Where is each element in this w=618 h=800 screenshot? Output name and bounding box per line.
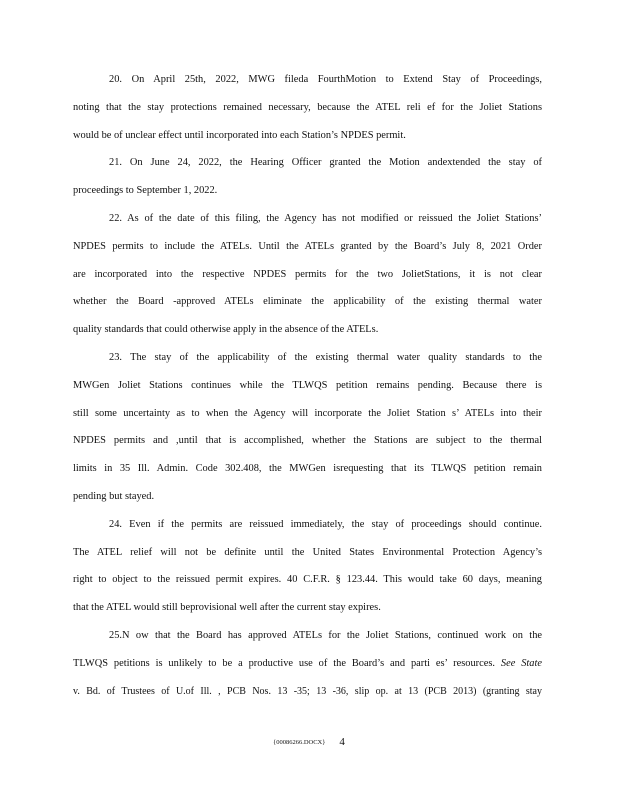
paragraph-23-line-5: limits in 35 Ill. Admin. Code 302.408, the MWGen isrequesting that its TLWQS petition remain xyxy=(73,463,542,475)
paragraph-20-line-2: noting that the stay protections remained necessary, because the ATEL reli ef for the Joliet Stations xyxy=(73,101,542,113)
page-number: 4 xyxy=(339,736,345,749)
page-footer xyxy=(0,733,618,751)
paragraph-24-line-2: The ATEL relief will not be definite until the United States Environmental Protection Agency’s xyxy=(73,546,542,558)
paragraph-21-line-2: proceedings to September 1, 2022. xyxy=(73,185,218,197)
paragraph-22-line-1: 22. As of the date of this filing, the Agency has not modified or reissued the Joliet Stations’ xyxy=(109,212,542,224)
paragraph-24-line-3: right to object to the reissued permit expires. 40 C.F.R. § 123.44. This would take 60 days, meaning xyxy=(73,574,542,586)
paragraph-23-line-6: pending but stayed. xyxy=(73,490,155,502)
see-state-citation: See State xyxy=(500,657,542,669)
paragraph-23-line-2: MWGen Joliet Stations continues while the TLWQS petition remains pending. Because there is xyxy=(73,379,542,391)
paragraph-20-line-3: would be of unclear effect until incorporated into each Station’s NPDES permit. xyxy=(73,129,406,141)
paragraph-24-line-4: that the ATEL would still beprovisional well after the current stay expires. xyxy=(73,602,381,614)
paragraph-21-line-1: 21. On June 24, 2022, the Hearing Officer granted the Motion andextended the stay of xyxy=(109,157,542,169)
paragraph-23-line-4: NPDES permits and ,until that is accomplished, whether the Stations are subject to the thermal xyxy=(73,435,542,447)
paragraph-24-line-1: 24. Even if the permits are reissued immediately, the stay of proceedings should continue. xyxy=(109,518,542,530)
document-id: {00086266.DOCX} xyxy=(273,738,326,746)
paragraph-25-line-3: v. Bd. of Trustees of U.of Ill. , PCB Nos. 13 -35; 13 -36, slip op. at 13 (PCB 2013) (granting stay xyxy=(73,685,542,697)
paragraph-22-line-5: quality standards that could otherwise apply in the absence of the ATELs. xyxy=(73,324,379,336)
paragraph-23-line-3: still some uncertainty as to when the Agency will incorporate the Joliet Station s’ ATELs into their xyxy=(73,407,542,419)
paragraph-22-line-4: whether the Board -approved ATELs eliminate the applicability of the existing thermal water xyxy=(73,296,542,308)
paragraph-25-line-2 xyxy=(73,655,542,683)
paragraph-22-line-2: NPDES permits to include the ATELs. Until the ATELs granted by the Board’s July 8, 2021 Order xyxy=(73,240,542,252)
paragraph-20-line-1: 20. On April 25th, 2022, MWG fileda FourthMotion to Extend Stay of Proceedings, xyxy=(109,74,542,85)
paragraph-22-line-3: are incorporated into the respective NPDES permits for the two JolietStations, it is not clear xyxy=(73,268,542,280)
paragraph-25-line-1: 25.N ow that the Board has approved ATELs for the Joliet Stations, continued work on the xyxy=(109,629,542,641)
paragraph-23-line-1: 23. The stay of the applicability of the existing thermal water quality standards to the xyxy=(109,351,542,363)
paragraph-25-line-2-text: TLWQS petitions is unlikely to be a productive use of the Board’s and parti es’ resources. xyxy=(73,657,495,669)
body-text xyxy=(73,71,542,710)
